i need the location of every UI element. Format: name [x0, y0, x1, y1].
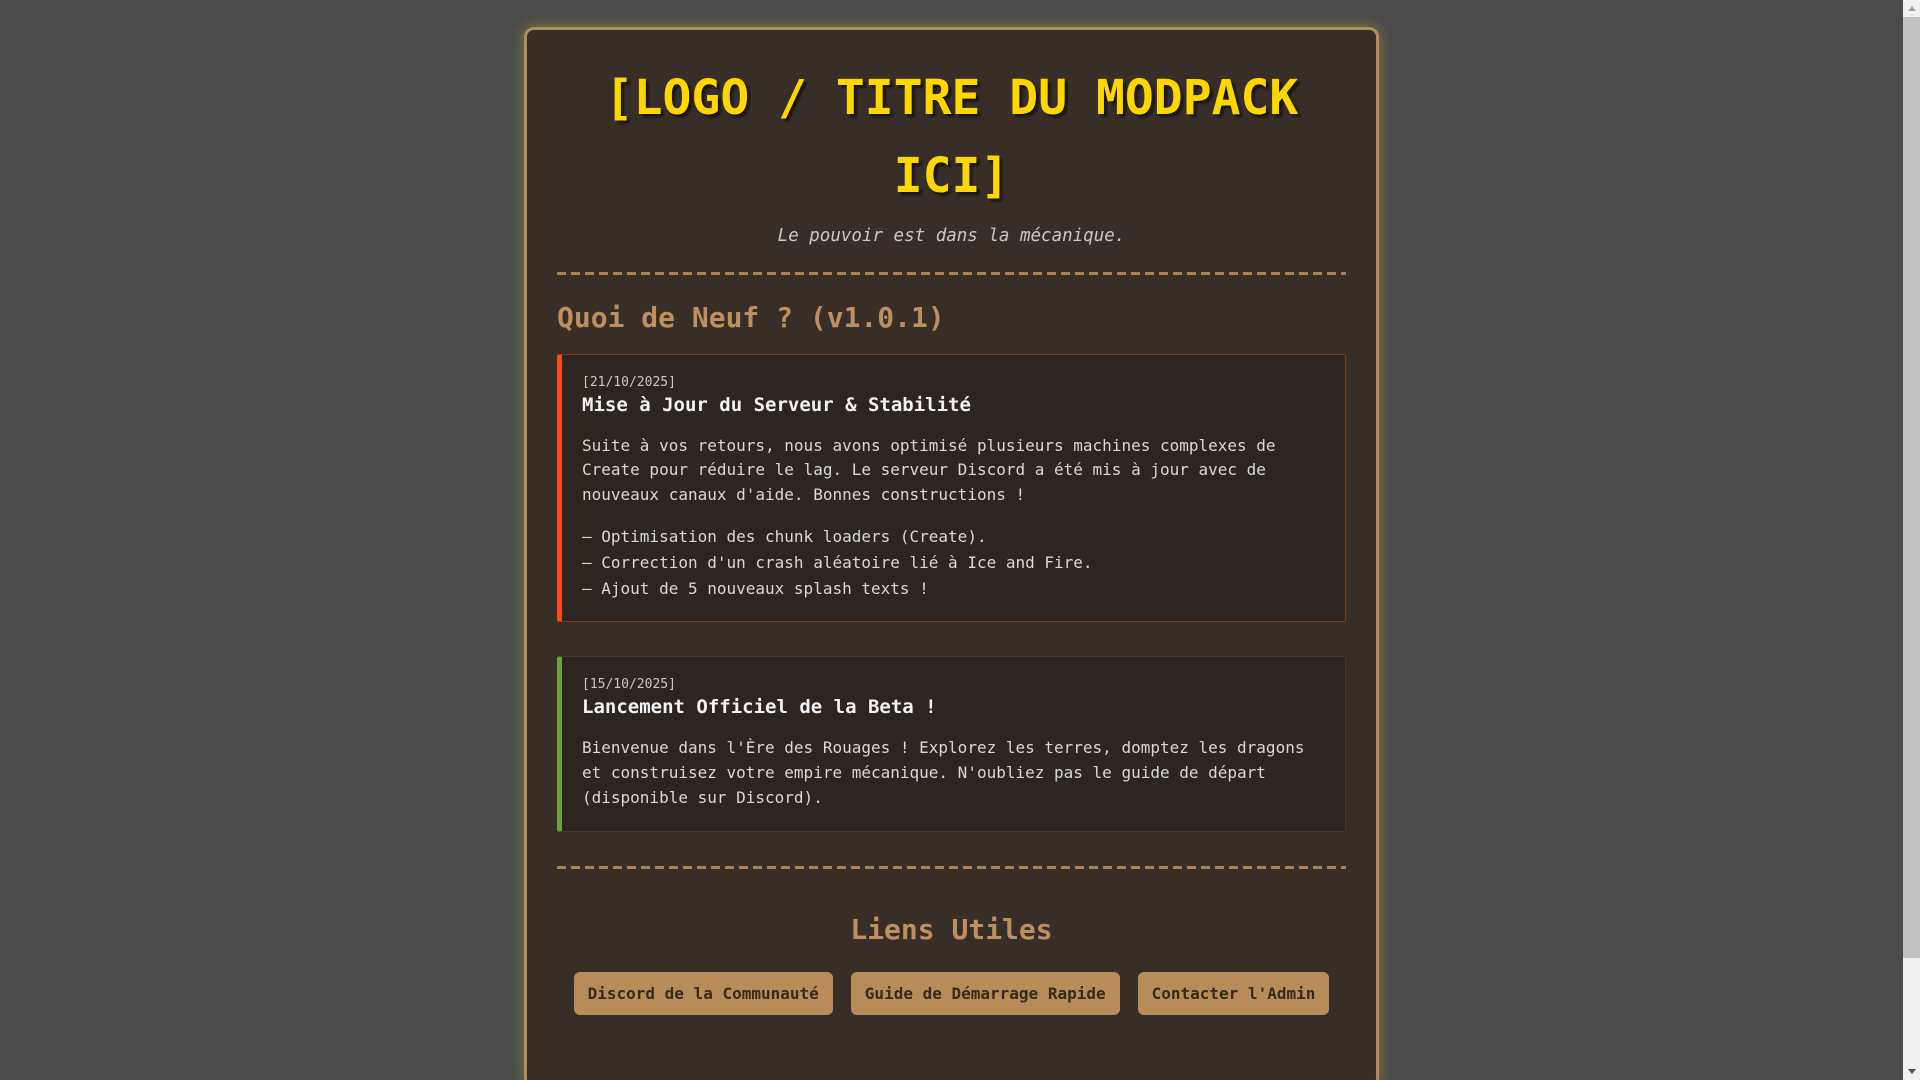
post-date: [21/10/2025] [582, 374, 676, 390]
whats-new-heading: Quoi de Neuf ? (v1.0.1) [557, 300, 945, 334]
quick-start-guide-button[interactable]: Guide de Démarrage Rapide [851, 972, 1120, 1015]
post-changelog [582, 524, 1325, 601]
dashed-divider [557, 866, 1346, 869]
scrollbar-down-arrow-icon[interactable] [1903, 1063, 1920, 1080]
useful-links-heading: Liens Utiles [850, 913, 1053, 946]
links-button-row [557, 972, 1346, 1015]
changelog-item: — Correction d'un crash aléatoire lié à Ice and Fire. [582, 552, 1093, 572]
post-title: Lancement Officiel de la Beta ! [582, 696, 937, 719]
dashed-divider [557, 272, 1346, 275]
page-subtitle: Le pouvoir est dans la mécanique. [777, 225, 1126, 246]
contact-admin-button[interactable]: Contacter l'Admin [1138, 972, 1330, 1015]
changelog-item: — Ajout de 5 nouveaux splash texts ! [582, 578, 929, 598]
scrollbar-up-arrow-icon[interactable] [1903, 0, 1920, 17]
discord-community-button[interactable]: Discord de la Communauté [574, 972, 833, 1015]
post-body: Suite à vos retours, nous avons optimisé plusieurs machines complexes de Create pour réduire le lag. Le serveur Discord a été mis à jour avec de nouveaux canaux d'aide. Bonnes constructions ! [582, 435, 1276, 505]
vertical-scrollbar[interactable] [1903, 0, 1920, 1080]
changelog-item: — Optimisation des chunk loaders (Create). [582, 527, 987, 547]
post-title: Mise à Jour du Serveur & Stabilité [582, 393, 971, 416]
scrollbar-thumb[interactable] [1903, 17, 1920, 958]
modpack-landing-card [524, 27, 1379, 1080]
news-post-launch [557, 656, 1346, 832]
post-date: [15/10/2025] [582, 677, 676, 693]
news-post-update [557, 354, 1346, 623]
page-background [0, 27, 1903, 1080]
page-title: [LOGO / TITRE DU MODPACK ICI] [604, 70, 1299, 204]
post-body: Bienvenue dans l'Ère des Rouages ! Explorez les terres, domptez les dragons et construisez votre empire mécanique. N'oubliez pas le guide de départ (disponible sur Discord). [582, 738, 1305, 808]
